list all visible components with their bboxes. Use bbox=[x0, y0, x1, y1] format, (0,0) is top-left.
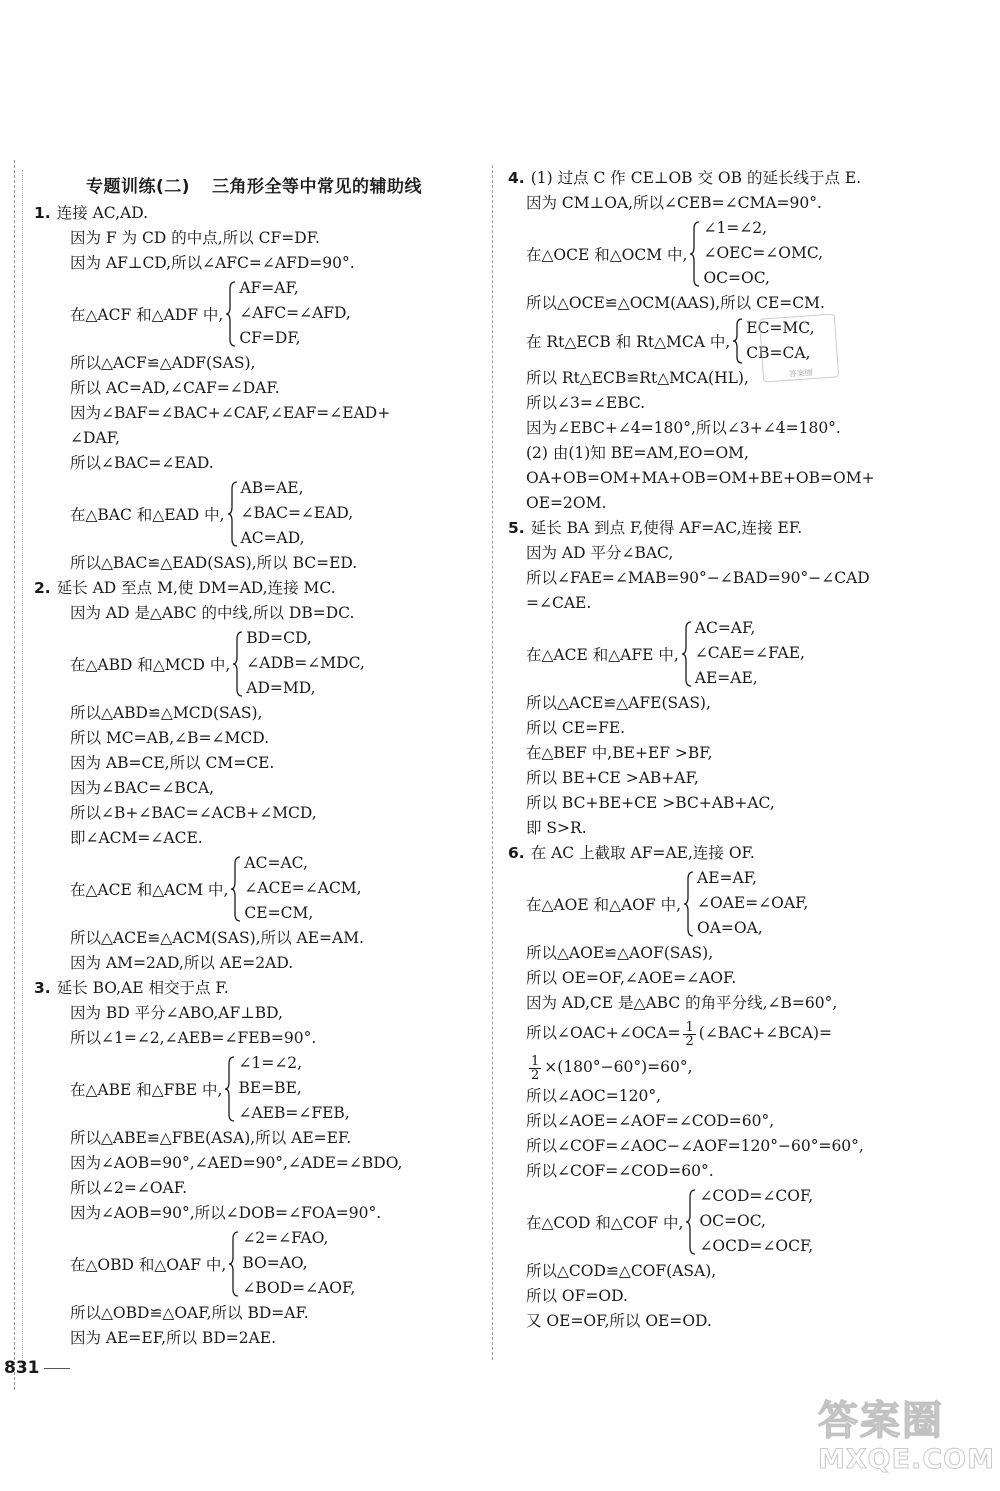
equation-system bbox=[34, 851, 474, 926]
left-brace-icon bbox=[685, 1189, 697, 1255]
equation-text: ×(180°−60°)=60°, bbox=[544, 1058, 693, 1076]
system-intro: 在△OCE 和△OCM 中, bbox=[526, 245, 688, 264]
left-brace-icon bbox=[681, 621, 693, 687]
system-row: BO=AO, bbox=[242, 1254, 308, 1272]
page-number bbox=[4, 1358, 70, 1378]
system-row: ∠OEC=∠OMC, bbox=[703, 244, 824, 262]
column-divider bbox=[492, 165, 493, 1360]
solution-line: 在△BEF 中,BE+EF >BF, bbox=[526, 744, 713, 762]
left-brace-icon bbox=[224, 1056, 236, 1122]
problem-number: 4. bbox=[508, 169, 525, 187]
problem-number: 3. bbox=[34, 979, 51, 997]
solution-line: 所以∠AOC=120°, bbox=[526, 1087, 661, 1105]
system-row: EC=MC, bbox=[746, 319, 815, 337]
solution-line: 因为∠BAF=∠BAC+∠CAF,∠EAF=∠EAD+ bbox=[70, 404, 391, 422]
system-row: BE=BE, bbox=[238, 1079, 302, 1097]
system-row: CB=CA, bbox=[746, 344, 811, 362]
system-row: AC=AF, bbox=[694, 619, 756, 637]
system-row: BD=CD, bbox=[246, 629, 312, 647]
equation-system bbox=[508, 316, 978, 366]
system-row: CE=CM, bbox=[244, 904, 314, 922]
solution-line: 所以△AOE≌△AOF(SAS), bbox=[526, 944, 714, 962]
system-intro: 在△ACF 和△ADF 中, bbox=[70, 305, 224, 324]
system-intro: 在△OBD 和△OAF 中, bbox=[70, 1255, 227, 1274]
solution-line: 延长 BO,AE 相交于点 F. bbox=[56, 979, 229, 997]
solution-line: 所以△COD≌△COF(ASA), bbox=[526, 1262, 717, 1280]
equation-system bbox=[508, 1184, 978, 1259]
solution-line: 延长 BA 到点 F,使得 AF=AC,连接 EF. bbox=[530, 519, 803, 537]
title-part2: 三角形全等中常见的辅助线 bbox=[212, 177, 423, 197]
solution-line: 因为∠AOB=90°,∠AED=90°,∠ADE=∠BDO, bbox=[70, 1154, 403, 1172]
solution-line: 所以△BAC≌△EAD(SAS),所以 BC=ED. bbox=[70, 554, 358, 572]
solution-line: 在 AC 上截取 AF=AE,连接 OF. bbox=[530, 844, 755, 862]
system-row: AF=AF, bbox=[239, 279, 299, 297]
system-intro: 在△ACE 和△AFE 中, bbox=[526, 645, 679, 664]
page-binding-edge-inner bbox=[22, 170, 23, 1370]
solution-line: 因为 AD 平分∠BAC, bbox=[526, 544, 674, 562]
equation-system bbox=[34, 1226, 474, 1301]
system-row: ∠1=∠2, bbox=[238, 1054, 303, 1072]
solution-line: 因为∠EBC+∠4=180°,所以∠3+∠4=180°. bbox=[526, 419, 841, 437]
system-row: ∠CAE=∠FAE, bbox=[694, 644, 805, 662]
solution-line: 所以 CE=FE. bbox=[526, 719, 626, 737]
system-row: ∠BAC=∠EAD, bbox=[240, 504, 354, 522]
left-brace-icon bbox=[227, 481, 239, 547]
left-brace-icon bbox=[225, 281, 237, 347]
solution-line: =∠CAE. bbox=[526, 594, 592, 612]
system-row: ∠2=∠FAO, bbox=[242, 1229, 329, 1247]
solution-line: 因为 AF⊥CD,所以∠AFC=∠AFD=90°. bbox=[70, 254, 355, 272]
fraction-one-half: $\frac{1}{2}$ bbox=[685, 1019, 694, 1049]
system-row: ∠COD=∠COF, bbox=[699, 1187, 814, 1205]
page-number-value: 31 bbox=[15, 1358, 40, 1378]
left-brace-icon bbox=[683, 871, 695, 937]
system-intro: 在 Rt△ECB 和 Rt△MCA 中, bbox=[526, 333, 731, 351]
system-row: ∠ACE=∠ACM, bbox=[244, 879, 362, 897]
equation-text: 所以∠OAC+∠OCA= bbox=[526, 1024, 681, 1042]
solution-line: 所以∠FAE=∠MAB=90°−∠BAD=90°−∠CAD bbox=[526, 569, 870, 587]
solution-line: 因为 CM⊥OA,所以∠CEB=∠CMA=90°. bbox=[526, 194, 822, 212]
solution-line: 因为∠BAC=∠BCA, bbox=[70, 779, 215, 797]
equation-system bbox=[508, 216, 978, 291]
left-brace-icon bbox=[689, 221, 701, 287]
solution-line: 所以∠B+∠BAC=∠ACB+∠MCD, bbox=[70, 804, 317, 822]
solution-line: 即∠ACM=∠ACE. bbox=[70, 829, 203, 847]
page-binding-edge bbox=[14, 160, 15, 1390]
system-row: AB=AE, bbox=[240, 479, 304, 497]
system-row: AC=AC, bbox=[244, 854, 308, 872]
solution-line: 所以 AC=AD,∠CAF=∠DAF. bbox=[70, 379, 280, 397]
left-brace-icon bbox=[230, 856, 242, 922]
system-row: ∠OCD=∠OCF, bbox=[699, 1237, 814, 1255]
solution-line: 所以△ACE≌△AFE(SAS), bbox=[526, 694, 711, 712]
solution-5 bbox=[508, 516, 978, 841]
system-row: ∠AFC=∠AFD, bbox=[239, 304, 351, 322]
equation-system bbox=[508, 616, 978, 691]
solution-line: ∠DAF, bbox=[70, 429, 120, 447]
solution-4 bbox=[508, 166, 978, 516]
equation-system bbox=[34, 1051, 474, 1126]
system-row: ∠1=∠2, bbox=[703, 219, 768, 237]
solution-line-fraction bbox=[508, 1050, 978, 1084]
system-intro: 在△ABE 和△FBE 中, bbox=[70, 1080, 223, 1099]
solution-line: 所以 Rt△ECB≌Rt△MCA(HL), bbox=[526, 369, 749, 387]
solution-line: OA+OB=OM+MA+OB=OM+BE+OB=OM+ bbox=[526, 469, 875, 487]
solution-line: 因为 F 为 CD 的中点,所以 CF=DF. bbox=[70, 229, 320, 247]
left-brace-icon bbox=[732, 318, 744, 364]
left-brace-icon bbox=[232, 631, 244, 697]
solution-line: 所以△ACE≌△ACM(SAS),所以 AE=AM. bbox=[70, 929, 364, 947]
system-row: ∠BOD=∠AOF, bbox=[242, 1279, 356, 1297]
solution-line: 所以 MC=AB,∠B=∠MCD. bbox=[70, 729, 270, 747]
equation-system bbox=[508, 866, 978, 941]
fraction-one-half: $\frac{1}{2}$ bbox=[531, 1053, 540, 1083]
system-intro: 在△AOE 和△AOF 中, bbox=[526, 895, 681, 914]
solution-line: 所以∠COF=∠AOC−∠AOF=120°−60°=60°, bbox=[526, 1137, 864, 1155]
equation-system bbox=[34, 476, 474, 551]
problem-number: 2. bbox=[34, 579, 51, 597]
equation-system bbox=[34, 276, 474, 351]
solution-line: 所以∠BAC=∠EAD. bbox=[70, 454, 214, 472]
system-row: ∠ADB=∠MDC, bbox=[246, 654, 365, 672]
system-intro: 在△COD 和△COF 中, bbox=[526, 1213, 684, 1232]
solution-line-fraction bbox=[508, 1016, 978, 1050]
solution-line: 因为 AE=EF,所以 BD=2AE. bbox=[70, 1329, 277, 1347]
watermark-url: MXQE.COM bbox=[818, 1444, 995, 1475]
solution-line: 因为 BD 平分∠ABO,AF⊥BD, bbox=[70, 1004, 283, 1022]
system-row: OC=OC, bbox=[703, 269, 770, 287]
system-row: OA=OA, bbox=[697, 919, 763, 937]
solution-line: 所以∠2=∠OAF. bbox=[70, 1179, 187, 1197]
system-intro: 在△ACE 和△ACM 中, bbox=[70, 880, 229, 899]
solution-line: 连接 AC,AD. bbox=[56, 204, 149, 222]
system-row: OC=OC, bbox=[699, 1212, 766, 1230]
solution-line: 所以△OBD≌△OAF,所以 BD=AF. bbox=[70, 1304, 309, 1322]
solution-line: (1) 过点 C 作 CE⊥OB 交 OB 的延长线于点 E. bbox=[530, 169, 862, 187]
system-intro: 在△ABD 和△MCD 中, bbox=[70, 655, 231, 674]
problem-number: 6. bbox=[508, 844, 525, 862]
solution-line: 所以△ABD≌△MCD(SAS), bbox=[70, 704, 263, 722]
solution-line: 所以∠AOE=∠AOF=∠COD=60°, bbox=[526, 1112, 775, 1130]
system-row: AC=AD, bbox=[240, 529, 305, 547]
solution-line: 所以 OF=OD. bbox=[526, 1287, 628, 1305]
solution-line: 因为 AD 是△ABC 的中线,所以 DB=DC. bbox=[70, 604, 355, 622]
solution-line: 所以△ACF≌△ADF(SAS), bbox=[70, 354, 256, 372]
system-row: ∠OAE=∠OAF, bbox=[697, 894, 809, 912]
problem-number: 1. bbox=[34, 204, 51, 222]
page-prefix: 8 bbox=[4, 1358, 16, 1378]
solution-line: 所以∠1=∠2,∠AEB=∠FEB=90°. bbox=[70, 1029, 317, 1047]
solution-line: 所以 BC+BE+CE >BC+AB+AC, bbox=[526, 794, 775, 812]
solution-6 bbox=[508, 841, 978, 1334]
solution-line: 所以∠3=∠EBC. bbox=[526, 394, 646, 412]
system-row: ∠AEB=∠FEB, bbox=[238, 1104, 350, 1122]
system-row: AE=AF, bbox=[697, 869, 757, 887]
title-part1: 专题训练(二) bbox=[85, 177, 191, 197]
system-row: CF=DF, bbox=[239, 329, 301, 347]
solution-line: 因为 AM=2AD,所以 AE=2AD. bbox=[70, 954, 294, 972]
solution-line: 所以∠COF=∠COD=60°. bbox=[526, 1162, 714, 1180]
solution-line: 因为 AD,CE 是△ABC 的角平分线,∠B=60°, bbox=[526, 994, 838, 1012]
right-column bbox=[508, 166, 978, 1334]
solution-line: 因为 AB=CE,所以 CM=CE. bbox=[70, 754, 275, 772]
left-column bbox=[34, 166, 474, 1351]
system-row: AE=AE, bbox=[694, 669, 758, 687]
solution-line: 所以△ABE≌△FBE(ASA),所以 AE=EF. bbox=[70, 1129, 352, 1147]
solution-line: (2) 由(1)知 BE=AM,EO=OM, bbox=[526, 444, 749, 462]
solution-line: 所以△OCE≌△OCM(AAS),所以 CE=CM. bbox=[526, 294, 825, 312]
equation-text: (∠BAC+∠BCA)= bbox=[698, 1024, 832, 1042]
system-intro: 在△BAC 和△EAD 中, bbox=[70, 505, 225, 524]
solution-3 bbox=[34, 976, 474, 1351]
solution-line: 因为∠AOB=90°,所以∠DOB=∠FOA=90°. bbox=[70, 1204, 382, 1222]
solution-line: 延长 AD 至点 M,使 DM=AD,连接 MC. bbox=[56, 579, 336, 597]
left-brace-icon bbox=[228, 1231, 240, 1297]
solution-2 bbox=[34, 576, 474, 976]
equation-system bbox=[34, 626, 474, 701]
solution-1 bbox=[34, 201, 474, 576]
watermark-stamp bbox=[759, 313, 839, 382]
solution-line: 又 OE=OF,所以 OE=OD. bbox=[526, 1312, 712, 1330]
system-row: AD=MD, bbox=[246, 679, 316, 697]
solution-line: 即 S>R. bbox=[526, 819, 587, 837]
problem-number: 5. bbox=[508, 519, 525, 537]
site-watermark-logo bbox=[818, 1398, 993, 1488]
watermark-logo-text: 答案圈 bbox=[818, 1398, 944, 1444]
stamp-text: 答案圈 bbox=[788, 368, 814, 379]
solution-line: 所以 OE=OF,∠AOE=∠AOF. bbox=[526, 969, 737, 987]
section-title bbox=[34, 172, 474, 197]
solution-line: 所以 BE+CE >AB+AF, bbox=[526, 769, 699, 787]
solution-line: OE=2OM. bbox=[526, 494, 607, 512]
